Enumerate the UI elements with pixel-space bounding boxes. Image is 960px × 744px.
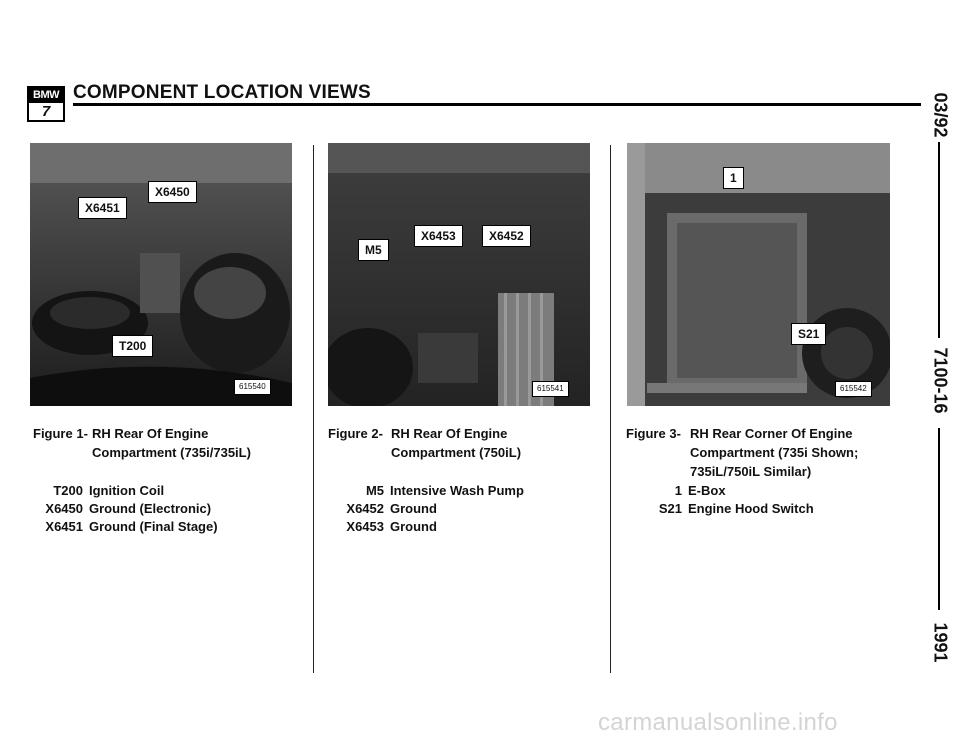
- logo-brand: BMW: [29, 88, 63, 103]
- figure-2-label: Figure 2-: [328, 426, 383, 441]
- legend-code: X6452: [346, 501, 384, 516]
- margin-page-ref: 7100-16: [930, 347, 951, 414]
- legend-row: [626, 500, 896, 518]
- legend-row: [33, 518, 303, 536]
- figure-2-legend: [330, 482, 600, 536]
- legend-code: S21: [658, 501, 682, 516]
- legend-row: [330, 518, 600, 536]
- photo-number: 615541: [532, 381, 569, 397]
- bmw-7-series-logo: [27, 86, 65, 122]
- figure-3-photo: [627, 143, 890, 406]
- column-separator-1: [313, 145, 314, 673]
- callout-t200: T200: [112, 335, 153, 357]
- caption-line-2: Compartment (735i Shown;: [690, 445, 859, 460]
- column-separator-2: [610, 145, 611, 673]
- legend-desc: Ground (Electronic): [89, 501, 212, 516]
- legend-row: [330, 500, 600, 518]
- callout-x6453: X6453: [414, 225, 463, 247]
- legend-desc: Intensive Wash Pump: [390, 483, 524, 498]
- figure-3-label: Figure 3-: [626, 426, 681, 441]
- caption-line-3: 735iL/750iL Similar): [690, 464, 812, 479]
- legend-code: T200: [53, 483, 83, 498]
- legend-code: X6451: [45, 519, 83, 534]
- margin-date: 03/92: [930, 92, 951, 138]
- legend-desc: Ground: [390, 501, 437, 516]
- legend-desc: Ground: [390, 519, 437, 534]
- legend-row: [626, 482, 896, 500]
- legend-desc: Ground (Final Stage): [89, 519, 218, 534]
- legend-code: X6450: [45, 501, 83, 516]
- callout-m5: M5: [358, 239, 389, 261]
- engine-bay-photo-2: [328, 143, 590, 406]
- figure-2-caption: [328, 424, 598, 464]
- legend-code: M5: [365, 483, 384, 498]
- figure-1-photo: [30, 143, 292, 406]
- photo-number: 615540: [234, 379, 271, 395]
- page-title: COMPONENT LOCATION VIEWS: [73, 82, 371, 103]
- callout-e-box: 1: [723, 167, 744, 189]
- margin-year: 1991: [930, 622, 951, 663]
- callout-s21: S21: [791, 323, 826, 345]
- figure-1-caption: [33, 424, 303, 464]
- caption-line-2: Compartment (750iL): [391, 445, 522, 460]
- caption-line-1: RH Rear Of Engine: [391, 426, 508, 441]
- photo-number: 615542: [835, 381, 872, 397]
- legend-desc: Engine Hood Switch: [688, 501, 814, 516]
- figure-1-legend: [33, 482, 303, 536]
- caption-line-2: Compartment (735i/735iL): [92, 445, 251, 460]
- logo-series: 7: [41, 103, 51, 120]
- legend-row: [33, 482, 303, 500]
- margin-rule-1: [938, 142, 940, 338]
- legend-desc: Ignition Coil: [89, 483, 165, 498]
- site-watermark: carmanualsonline.info: [598, 709, 838, 736]
- header-rule: [73, 103, 921, 106]
- callout-x6451: X6451: [78, 197, 127, 219]
- figure-1-label: Figure 1-: [33, 426, 88, 441]
- caption-line-1: RH Rear Corner Of Engine: [690, 426, 853, 441]
- legend-row: [330, 482, 600, 500]
- callout-x6450: X6450: [148, 181, 197, 203]
- legend-code: X6453: [346, 519, 384, 534]
- callout-x6452: X6452: [482, 225, 531, 247]
- legend-row: [33, 500, 303, 518]
- engine-bay-photo-3: [627, 143, 890, 406]
- figure-2-photo: [328, 143, 590, 406]
- figure-3-caption: [626, 424, 906, 482]
- legend-desc: E-Box: [688, 483, 726, 498]
- figure-3-legend: [626, 482, 896, 518]
- legend-code: 1: [674, 483, 682, 498]
- margin-rule-2: [938, 428, 940, 610]
- caption-line-1: RH Rear Of Engine: [92, 426, 209, 441]
